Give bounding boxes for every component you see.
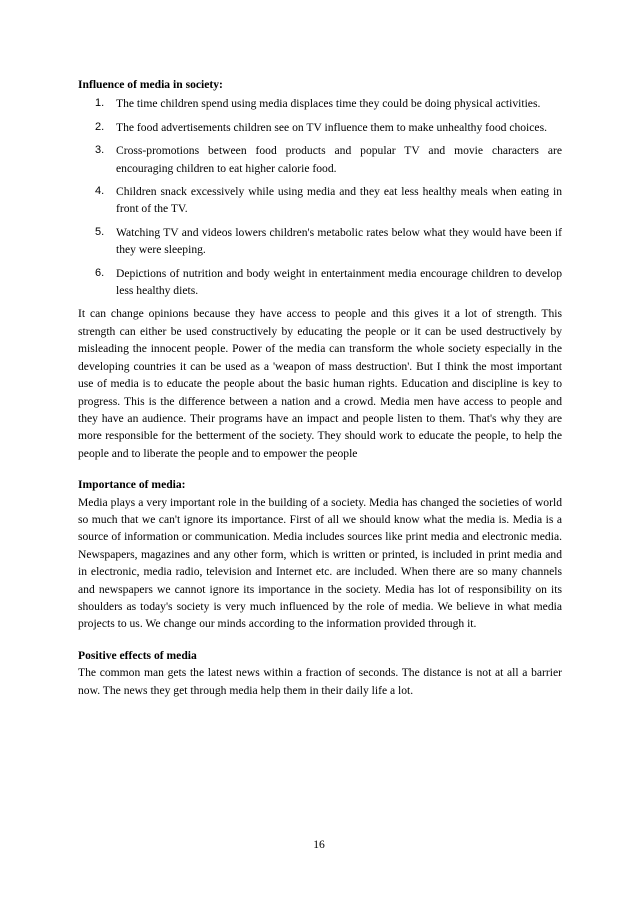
section-heading-importance: Importance of media: [78,478,186,492]
list-item-number: 4. [95,185,105,198]
list-item [78,183,562,218]
list-item-text: Cross-promotions between food products and popular TV and movie characters are encouraging children to eat higher calorie food. [116,144,562,175]
section-heading-influence: Influence of media in society: [78,78,223,91]
list-item-text: The time children spend using media displaces time they could be doing physical activities. [116,97,541,111]
list-item-number: 3. [95,144,105,157]
list-item-number: 1. [95,97,105,110]
list-item-number: 6. [95,266,105,279]
list-item-text: Watching TV and videos lowers children's metabolic rates below what they would have been if they were sleeping. [116,225,562,257]
influence-paragraph: It can change opinions because they have access to people and this gives it a lot of strength. This strength can either be used constructively by educating the people or it can be used destructively by misleading the innocent people. Power of the media can transform the whole society especially in the developing countries it can be used as a 'weapon of mass destruction'. But I think the most important use of media is to educate the people about the basic human rights. Education and discipline is key to progress. This is the difference between a nation and a crowd. Media men have access to people and they have an audience. Their programs have an impact and people listen to them. That's why they are more responsible for the betterment of the society. They should work to educate the people, to help the people and to liberate the people and to empower the people [78,307,562,460]
list-item-text: Depictions of nutrition and body weight in entertainment media encourage children to develop less healthy diets. [116,266,562,298]
document-page [78,76,562,699]
list-item [78,95,562,112]
list-item-text: The food advertisements children see on TV influence them to make unhealthy food choices. [116,120,547,134]
section-heading-positive-effects: Positive effects of media [78,648,197,662]
list-item [78,224,562,259]
list-item [78,119,562,136]
influence-list [78,95,562,299]
list-item [78,265,562,300]
list-item-number: 5. [95,225,105,238]
page-number: 16 [313,838,325,851]
list-item-number: 2. [95,120,105,133]
importance-paragraph: Media plays a very important role in the building of a society. Media has changed the societies of world so much that we can't ignore its importance. First of all we should know what the media is. Media is a source of information or communication. Media includes sources like print media and electronic media. Newspapers, magazines and any other form, which is written or printed, is included in print media and in electronic, media radio, television and Internet etc. are included. When there are so many channels and newspapers we cannot ignore its importance in the society. Media has lot of responsibility on its shoulders as today's society is very much influenced by the role of media. We believe in what media projects to us. We change our minds according to the information provided through it. [78,495,562,631]
positive-effects-paragraph: The common man gets the latest news within a fraction of seconds. The distance is not at all a barrier now. The news they get through media help them in their daily life a lot. [78,666,562,697]
list-item [78,142,562,177]
list-item-text: Children snack excessively while using media and they eat less healthy meals when eating in front of the TV. [116,185,562,216]
